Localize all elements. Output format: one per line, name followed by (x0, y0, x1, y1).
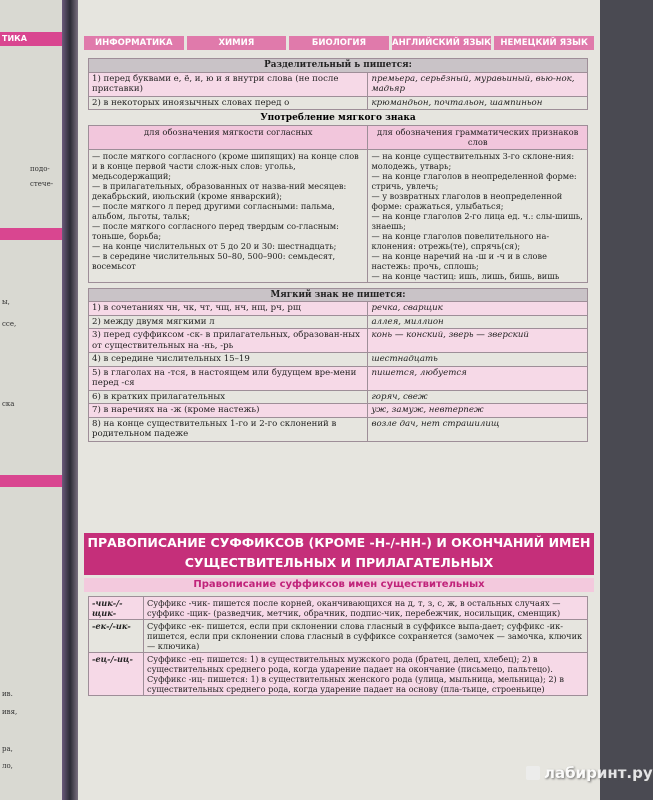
table-cell-example: горяч, свеж (368, 390, 588, 403)
subject-tabs (84, 36, 594, 50)
table-cell-rule: 1) перед буквами е, ё, и, ю и я внутри слова (не после приставки) (89, 72, 368, 96)
table-cell-example: шестнадцать (368, 353, 588, 366)
left-fragment: ло, (2, 762, 13, 770)
section-title-line: ПРАВОПИСАНИЕ СУФФИКСОВ (КРОМЕ -Н-/-НН-) И ОКОНЧАНИЙ ИМЕН (87, 535, 591, 550)
tab-chemistry: ХИМИЯ (187, 36, 287, 50)
table-cell-example: пишется, любуется (368, 366, 588, 390)
suffix-section (88, 596, 588, 696)
tab-english: АНГЛИЙСКИЙ ЯЗЫК (392, 38, 492, 48)
section-title-band (84, 533, 594, 575)
column-header: для обозначения мягкости согласных (89, 126, 368, 150)
left-fragment: стече- (30, 180, 54, 188)
watermark (526, 764, 653, 782)
table-cell-example: крюмандьон, почтальон, шампиньон (368, 96, 588, 109)
list-item: — на конце глаголов повелительного на-клонения: отрежь(те), спрячь(ся); (371, 230, 550, 251)
left-fragment: ивя, (2, 708, 18, 716)
watermark-text: лабиринт.ру (544, 764, 653, 782)
suffix-rule: Суффикс -ек- пишется, если при склонении слова гласный в суффиксе выпа-дает; суффикс -ик- пишется, если при склонении слова гласный в суффиксе сохраняется (замочек — замочка, ключик — ключика) (144, 620, 588, 653)
main-content (88, 58, 588, 442)
column-softness-list (89, 149, 368, 282)
list-item: — после мягкого л перед другими согласными: пальма, альбом, льготы, тальк; (92, 200, 335, 221)
section-title-line: СУЩЕСТВИТЕЛЬНЫХ И ПРИЛАГАТЕЛЬНЫХ (184, 555, 494, 570)
right-page (78, 0, 653, 800)
list-item: — у возвратных глаголов в неопределенной форме: сражаться, улыбаться; (371, 190, 563, 211)
left-pink-bar (0, 228, 62, 240)
suffix-label: -ек-/-ик- (89, 620, 144, 653)
not-written-table (88, 288, 588, 442)
list-item: — в середине числительных 50–80, 500–900: семьдесят, восемьсот (92, 250, 336, 271)
suffix-rule: Суффикс -чик- пишется после корней, оканчивающихся на д, т, з, с, ж, в остальных случаях — суффикс -щик- (разведчик, метчик, обрачник, подпис-чик, перебежчик, носильщик, сменщик) (144, 597, 588, 620)
table-cell-example: премьера, серьёзный, муравьиный, вью-нок, мадьяр (368, 72, 588, 96)
section-subtitle: Правописание суффиксов имен существительных (84, 578, 594, 592)
left-fragment: подо- (30, 165, 50, 173)
soft-sign-usage-table (88, 125, 588, 283)
list-item: — после мягкого согласного перед твердым со-гласным: тоньше, борьба; (92, 220, 339, 241)
not-written-table-title: Мягкий знак не пишется: (89, 288, 588, 302)
left-fragment: ы, (2, 298, 10, 306)
table-cell-rule: 6) в кратких прилагательных (89, 390, 368, 403)
table-cell-rule: 4) в середине числительных 15–19 (89, 353, 368, 366)
separator-table (88, 58, 588, 110)
suffix-label: -чик-/-щик- (89, 597, 144, 620)
list-item: — после мягкого согласного (кроме шипящих) на конце слов и в конце первой части слож-ных слов: угольь, медьсодержащий; (92, 150, 359, 181)
list-item: — на конце числительных от 5 до 20 и 30: шестнадцать; (92, 240, 337, 251)
suffix-table (88, 596, 588, 696)
left-fragment: ска (2, 400, 15, 408)
left-fragment: ив. (2, 690, 13, 698)
left-page-tab: ТИКА (0, 32, 64, 46)
tab-biology: БИОЛОГИЯ (289, 36, 389, 50)
list-item: — на конце существительных 3-го склоне-ния: молодежь, утварь; (371, 150, 575, 171)
table-cell-rule: 5) в глаголах на -тся, в настоящем или будущем вре-мени перед -ся (89, 366, 368, 390)
left-pink-bar (0, 475, 62, 487)
table-cell-rule: 8) на конце существительных 1-го и 2-го склонений в родительном падеже (89, 417, 368, 441)
table-cell-rule: 7) в наречиях на -ж (кроме настежь) (89, 404, 368, 417)
left-fragment: ссе, (2, 320, 17, 328)
list-item: — в прилагательных, образованных от назва-ний месяцев: декабрьский, июльский (кроме январский); (92, 180, 347, 201)
table-cell-example: аллея, миллион (368, 315, 588, 328)
separator-table-title: Разделительный ь пишется: (89, 59, 588, 73)
list-item: — на конце наречий на -ш и -ч и в слове настежь: прочь, сплошь; (371, 250, 547, 271)
table-cell-example: уж, замуж, невтерпеж (368, 404, 588, 417)
list-item: — на конце глаголов в неопределенной форме: стричь, увлечь; (371, 170, 577, 191)
left-fragment: ра, (2, 745, 13, 753)
table-cell-example: возле дач, нет страшилищ (368, 417, 588, 441)
tab-informatics: ИНФОРМАТИКА (84, 36, 184, 50)
tab-german: НЕМЕЦКИЙ ЯЗЫК (494, 36, 594, 50)
soft-sign-usage-title: Употребление мягкого знака (260, 113, 416, 124)
table-cell-rule: 1) в сочетаниях чн, чк, чт, чщ, нч, нщ, рч, рщ (89, 302, 368, 315)
table-cell-rule: 3) перед суффиксом -ск- в прилагательных, образован-ных от существительных на -нь, -рь (89, 329, 368, 353)
suffix-label: -ец-/-иц- (89, 653, 144, 696)
table-cell-rule: 2) между двумя мягкими л (89, 315, 368, 328)
table-cell-example: речка, сварщик (368, 302, 588, 315)
left-page (0, 0, 62, 800)
column-header: для обозначения грамматических признаков слов (368, 126, 588, 150)
column-grammar-list (368, 149, 588, 282)
list-item: — на конце частиц: ишь, лишь, бишь, вишь (371, 270, 560, 281)
table-cell-example: конь — конский, зверь — зверский (368, 329, 588, 353)
book-gutter (62, 0, 78, 800)
suffix-rule: Суффикс -ец- пишется: 1) в существительных мужского рода (братец, делец, хлебец); 2) в существительных среднего рода, когда ударение падает на окончание (письмецо, пальтецо). Суффикс -иц- пишется: 1) в существительных женского рода (улица, мыльница, мельница); 2) в существительных среднего рода, когда ударение падает на основу (пла-тьице, строеньице) (144, 653, 588, 696)
watermark-logo-icon (526, 766, 540, 780)
table-cell-rule: 2) в некоторых иноязычных словах перед о (89, 96, 368, 109)
list-item: — на конце глаголов 2-го лица ед. ч.: слы-шишь, знаешь; (371, 210, 583, 231)
